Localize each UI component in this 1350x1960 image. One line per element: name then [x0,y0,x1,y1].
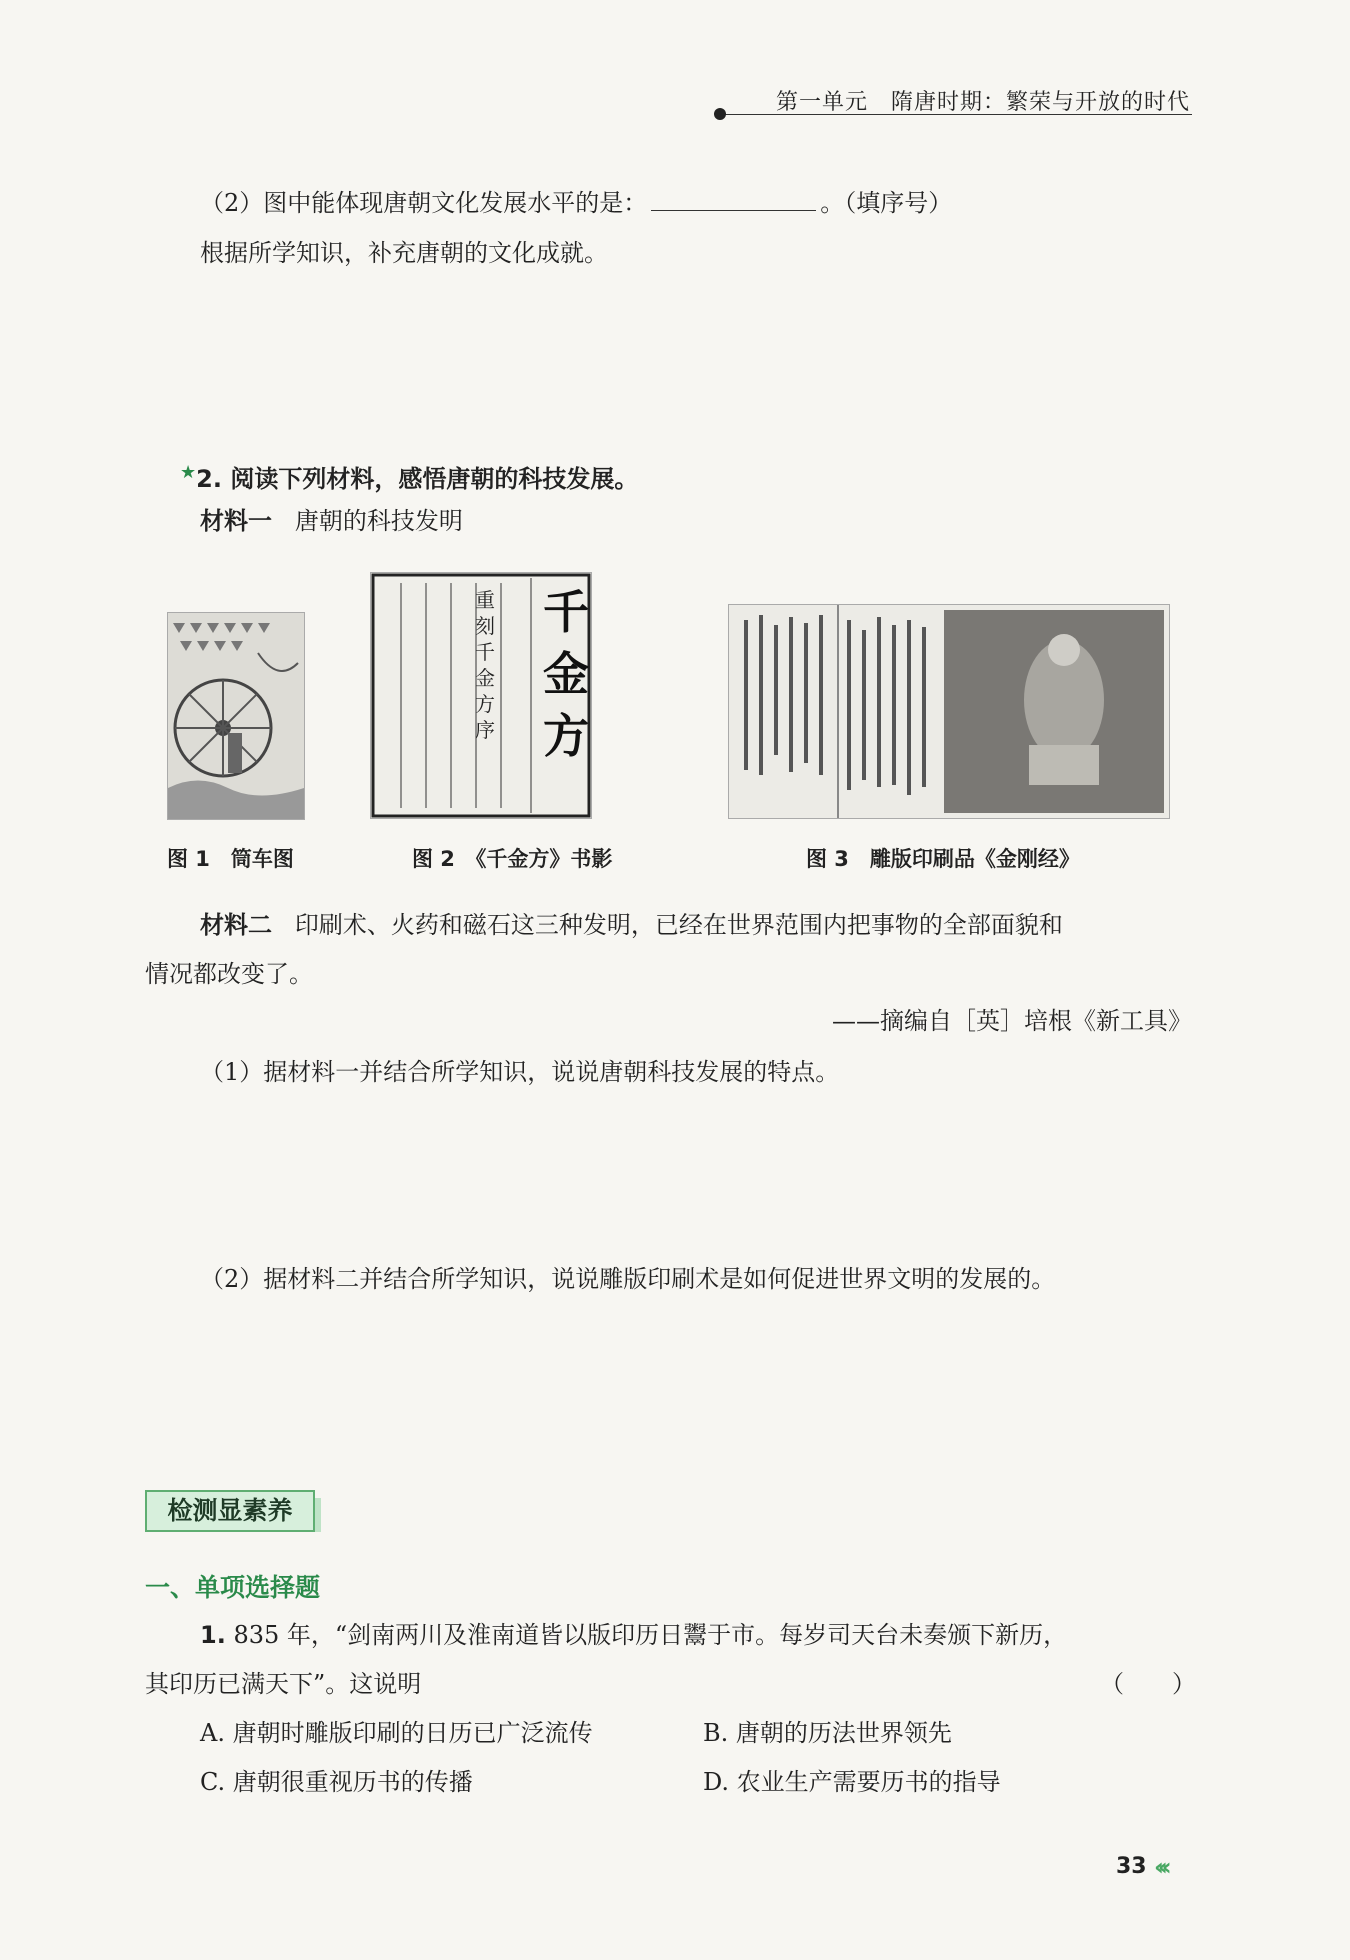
q1-part2-hint: 。（填序号） [820,189,953,217]
q1-part2-line1 [200,186,952,220]
mc1-line1 [200,1618,1067,1652]
q1-part2-text: （2）图中能体现唐朝文化发展水平的是： [200,189,648,217]
page-number: 33 [1116,1854,1147,1879]
header-bullet-icon [714,108,726,120]
material2-text: 印刷术、火药和磁石这三种发明，已经在世界范围内把事物的全部面貌和 [294,911,1063,939]
figure2-caption: 图 2 《千金方》书影 [412,847,613,871]
figure2-qianjinfang-image [370,572,592,819]
header-rule [722,114,1192,115]
material1-title: 唐朝的科技发明 [294,507,463,535]
unit-header: 第一单元 隋唐时期：繁荣与开放的时代 [775,90,1190,115]
mc1-line2: 其印历已满天下”。这说明 [145,1670,422,1698]
figure1-waterwheel-image [167,612,305,820]
material2-line1 [200,908,1063,942]
mc1-number: 1. [200,1621,226,1649]
q2-number: 2. [196,465,222,493]
star-icon: ★ [180,462,197,483]
figure2-big-title: 千金方 [543,585,589,763]
material2-label: 材料二 [200,911,272,939]
q2-title: 阅读下列材料，感悟唐朝的科技发展。 [230,465,639,493]
answer-blank[interactable] [651,186,816,211]
material1-line [200,504,463,538]
figure2-preface-title: 重刻千金方序 [475,588,495,742]
chevrons-left-icon: ‹‹‹ [1154,1853,1166,1881]
material1-label: 材料一 [200,507,272,535]
material2-line2: 情况都改变了。 [145,960,313,988]
mc1-option-b[interactable]: B. 唐朝的历法世界领先 [703,1719,952,1747]
figure1-caption: 图 1 筒车图 [167,847,294,871]
q2-sub1: （1）据材料一并结合所学知识，说说唐朝科技发展的特点。 [200,1058,840,1086]
part-heading: 一、单项选择题 [145,1573,321,1602]
mc1-stem-part1: 835 年，“剑南两川及淮南道皆以版印历日鬻于市。每岁司天台未奏颁下新历， [233,1621,1068,1649]
figure3-diamond-sutra-image [728,604,1170,819]
mc1-option-c[interactable]: C. 唐朝很重视历书的传播 [200,1768,473,1796]
mc1-option-d[interactable]: D. 农业生产需要历书的指导 [703,1768,1001,1796]
mc1-option-a[interactable]: A. 唐朝时雕版印刷的日历已广泛流传 [200,1719,593,1747]
q2-title-line [180,456,638,496]
q1-part2-line2: 根据所学知识，补充唐朝的文化成就。 [200,239,608,267]
mc1-answer-paren[interactable]: （ ） [1100,1670,1196,1698]
q2-sub2: （2）据材料二并结合所学知识，说说雕版印刷术是如何促进世界文明的发展的。 [200,1265,1056,1293]
figure3-caption: 图 3 雕版印刷品《金刚经》 [806,847,1080,871]
section-title-box: 检测显素养 [145,1490,315,1532]
material2-source: ——摘编自［英］培根《新工具》 [832,1007,1192,1035]
